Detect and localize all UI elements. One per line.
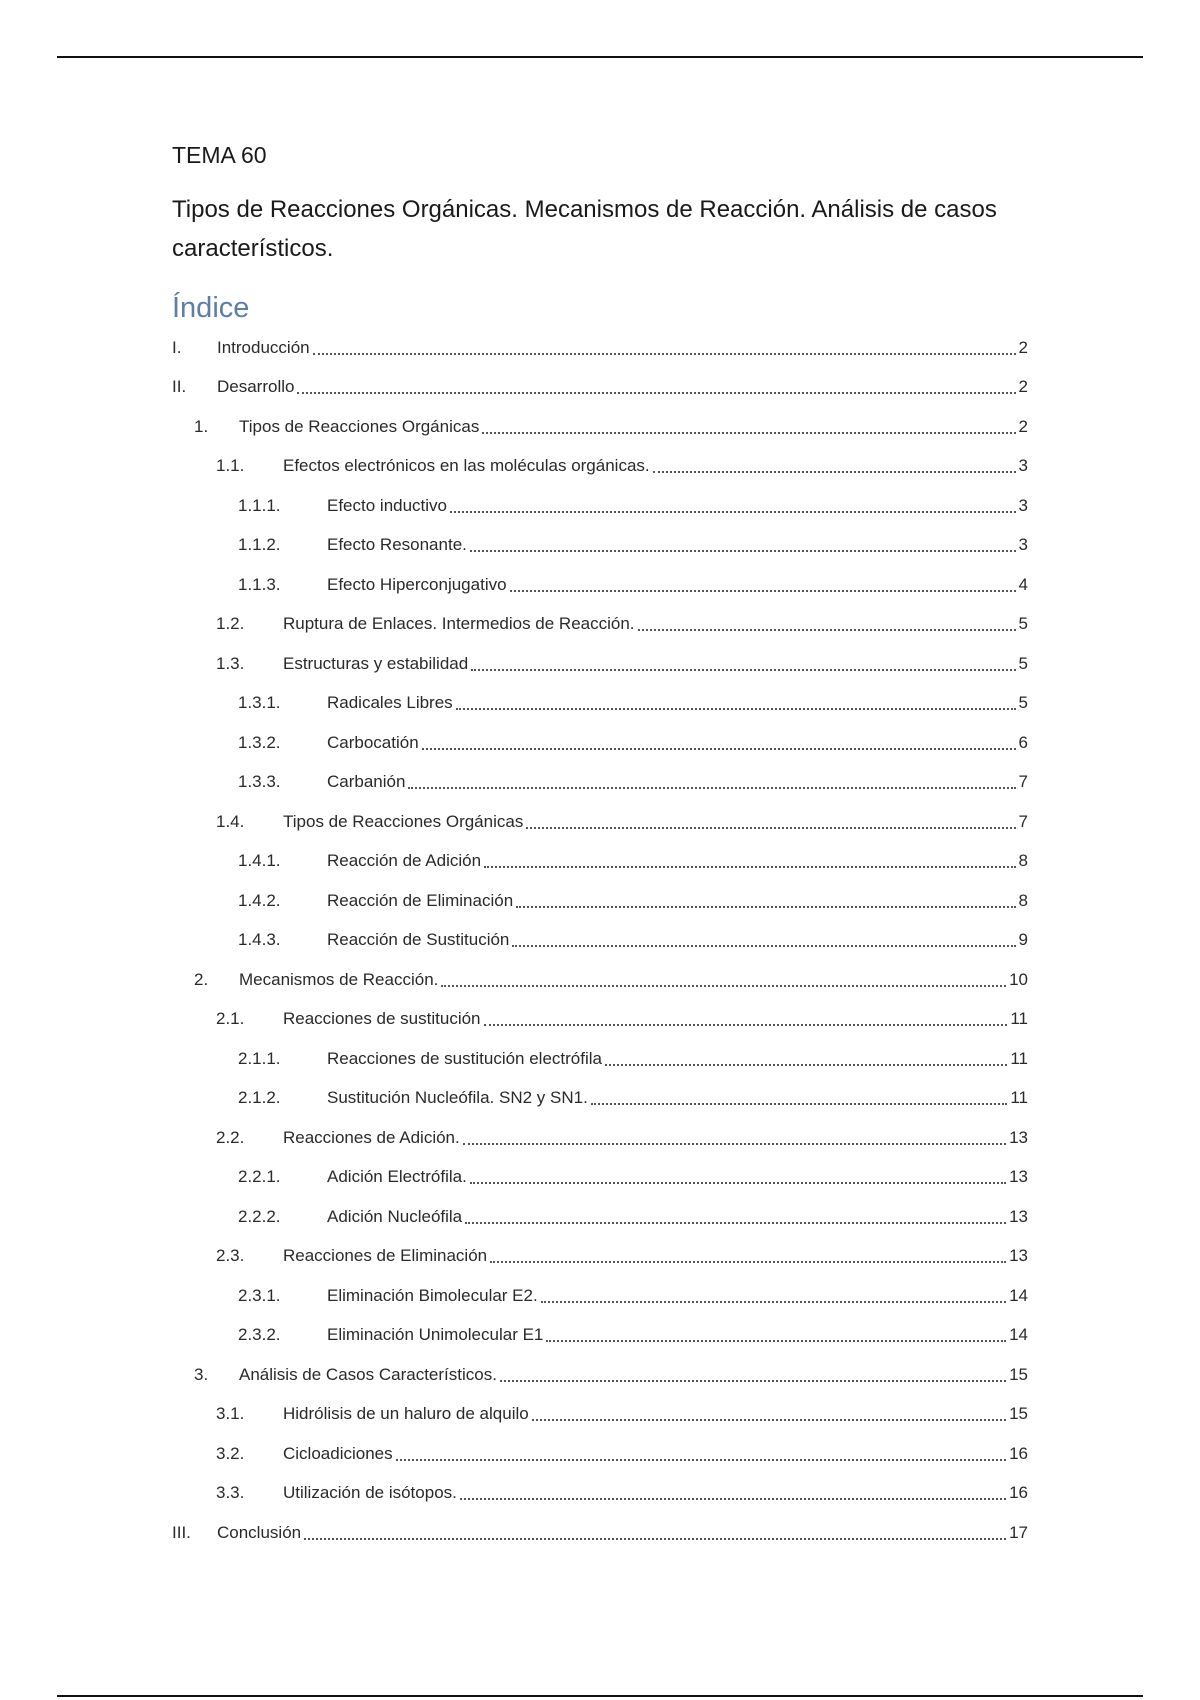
toc-entry-title[interactable]: Ruptura de Enlaces. Intermedios de Reacción. — [283, 614, 635, 634]
toc-entry[interactable] — [172, 723, 1028, 763]
toc-entry-title[interactable]: Reacción de Adición — [327, 851, 482, 871]
toc-entry[interactable] — [172, 842, 1028, 882]
toc-entry-page[interactable]: 8 — [1018, 890, 1028, 910]
toc-entry-title[interactable]: Eliminación Unimolecular E1 — [327, 1325, 544, 1345]
toc-entry[interactable] — [172, 407, 1028, 447]
toc-entry[interactable] — [172, 1316, 1028, 1356]
toc-entry[interactable] — [172, 486, 1028, 526]
toc-dot-leader — [422, 748, 1016, 750]
toc-entry-page[interactable]: 5 — [1018, 693, 1028, 713]
toc-entry-title[interactable]: Carbocatión — [327, 732, 419, 752]
toc-entry[interactable] — [172, 960, 1028, 1000]
toc-entry-page[interactable]: 4 — [1018, 574, 1028, 594]
toc-entry-page[interactable]: 3 — [1018, 535, 1028, 555]
toc-entry-title[interactable]: Reacción de Sustitución — [327, 930, 510, 950]
footer-rule — [57, 1695, 1143, 1697]
toc-entry-number: 2. — [194, 969, 209, 989]
toc-entry-number: 3.1. — [216, 1404, 245, 1424]
toc-entry-page[interactable]: 7 — [1018, 772, 1028, 792]
toc-entry-number: 3.2. — [216, 1443, 245, 1463]
toc-entry-page[interactable]: 3 — [1018, 456, 1028, 476]
toc-dot-leader — [470, 550, 1016, 552]
toc-entry-number: 1.3.3. — [238, 772, 281, 792]
toc-entry-page[interactable]: 13 — [1009, 1167, 1028, 1187]
toc-entry-number: 2.1.2. — [238, 1088, 281, 1108]
toc-dot-leader — [653, 471, 1016, 473]
toc-dot-leader — [605, 1064, 1007, 1066]
document-heading: TEMA 60 — [172, 142, 267, 168]
toc-entry-number: 1.3.2. — [238, 732, 281, 752]
toc-entry[interactable] — [172, 605, 1028, 645]
toc-entry[interactable] — [172, 1000, 1028, 1040]
toc-dot-leader — [526, 827, 1015, 829]
toc-entry-page[interactable]: 14 — [1009, 1285, 1028, 1305]
toc-entry-page[interactable]: 11 — [1010, 1009, 1028, 1029]
toc-entry[interactable] — [172, 1158, 1028, 1198]
toc-entry-number: 3.3. — [216, 1483, 245, 1503]
toc-entry-number: 1.1.2. — [238, 535, 281, 555]
toc-entry-page[interactable]: 3 — [1018, 495, 1028, 515]
toc-dot-leader — [512, 945, 1015, 947]
toc-entry[interactable] — [172, 644, 1028, 684]
toc-entry-title[interactable]: Hidrólisis de un haluro de alquilo — [283, 1404, 529, 1424]
toc-entry-title[interactable]: Eliminación Bimolecular E2. — [327, 1285, 538, 1305]
toc-dot-leader — [441, 985, 1006, 987]
toc-entry-number: 1.4.3. — [238, 930, 281, 950]
toc-entry-title[interactable]: Sustitución Nucleófila. SN2 y SN1. — [327, 1088, 588, 1108]
toc-entry-number: 1.1. — [216, 456, 245, 476]
toc-entry-title[interactable]: Reacciones de Eliminación — [283, 1246, 488, 1266]
toc-entry-number: 1.4.2. — [238, 890, 281, 910]
toc-entry-page[interactable]: 16 — [1009, 1483, 1028, 1503]
toc-entry-number: I. — [172, 337, 182, 357]
toc-entry-number: III. — [172, 1522, 191, 1542]
toc-entry[interactable] — [172, 1513, 1028, 1553]
toc-entry-title[interactable]: Estructuras y estabilidad — [283, 653, 469, 673]
toc-entry-title[interactable]: Utilización de isótopos. — [283, 1483, 457, 1503]
toc-entry-number: 1.1.1. — [238, 495, 281, 515]
toc-dot-leader — [484, 866, 1015, 868]
toc-entry-number: 1.4.1. — [238, 851, 281, 871]
toc-entry-page[interactable]: 2 — [1018, 377, 1028, 397]
toc-dot-leader — [460, 1498, 1006, 1500]
toc-entry[interactable] — [172, 802, 1028, 842]
toc-entry-number: 2.2. — [216, 1127, 245, 1147]
toc-entry[interactable] — [172, 1079, 1028, 1119]
toc-entry-page[interactable]: 2 — [1018, 337, 1028, 357]
toc-dot-leader — [297, 392, 1015, 394]
document-body — [172, 140, 1028, 1553]
toc-entry-page[interactable]: 2 — [1018, 416, 1028, 436]
toc-entry-number: 1. — [194, 416, 209, 436]
toc-dot-leader — [484, 1024, 1008, 1026]
toc-entry-title[interactable]: Reacciones de sustitución — [283, 1009, 481, 1029]
toc-entry-page[interactable]: 11 — [1010, 1048, 1028, 1068]
toc-dot-leader — [541, 1301, 1006, 1303]
toc-dot-leader — [546, 1340, 1006, 1342]
toc-entry-page[interactable]: 5 — [1018, 614, 1028, 634]
toc-entry-number: 2.3. — [216, 1246, 245, 1266]
toc-entry-page[interactable]: 17 — [1009, 1522, 1028, 1542]
toc-entry-title[interactable]: Reacciones de Adición. — [283, 1127, 460, 1147]
toc-dot-leader — [482, 432, 1015, 434]
toc-entry[interactable] — [172, 1118, 1028, 1158]
toc-entry[interactable] — [172, 1355, 1028, 1395]
toc-entry[interactable] — [172, 763, 1028, 803]
toc-entry-title[interactable]: Desarrollo — [217, 377, 295, 397]
toc-entry-title[interactable]: Reacciones de sustitución electrófila — [327, 1048, 602, 1068]
toc-entry-page[interactable]: 13 — [1009, 1246, 1028, 1266]
toc-dot-leader — [471, 669, 1015, 671]
toc-dot-leader — [510, 590, 1016, 592]
toc-entry-title[interactable]: Reacción de Eliminación — [327, 890, 514, 910]
header-rule — [57, 56, 1143, 58]
toc-entry-page[interactable]: 16 — [1009, 1443, 1028, 1463]
toc-entry[interactable] — [172, 1434, 1028, 1474]
toc-entry-page[interactable]: 6 — [1018, 732, 1028, 752]
toc-entry-title[interactable]: Adición Electrófila. — [327, 1167, 467, 1187]
toc-entry-number: 1.3.1. — [238, 693, 281, 713]
toc-entry[interactable] — [172, 328, 1028, 368]
toc-dot-leader — [470, 1182, 1006, 1184]
toc-entry-number: 1.1.3. — [238, 574, 281, 594]
toc-entry-page[interactable]: 10 — [1009, 969, 1028, 989]
toc-entry-page[interactable]: 14 — [1009, 1325, 1028, 1345]
toc-dot-leader — [591, 1103, 1008, 1105]
toc-entry-page[interactable]: 9 — [1018, 930, 1028, 950]
toc-entry[interactable] — [172, 526, 1028, 566]
toc-entry-number: 1.4. — [216, 811, 245, 831]
toc-entry[interactable] — [172, 881, 1028, 921]
toc-entry-title[interactable]: Efecto Resonante. — [327, 535, 467, 555]
toc-dot-leader — [490, 1261, 1006, 1263]
toc-dot-leader — [408, 787, 1015, 789]
toc-entry-title[interactable]: Efectos electrónicos en las moléculas orgánicas. — [283, 456, 650, 476]
toc-entry-number: 2.1.1. — [238, 1048, 281, 1068]
toc-entry[interactable] — [172, 921, 1028, 961]
toc-entry-number: 1.3. — [216, 653, 245, 673]
toc-entry[interactable] — [172, 1039, 1028, 1079]
toc-entry-title[interactable]: Carbanión — [327, 772, 406, 792]
toc-entry-title[interactable]: Tipos de Reacciones Orgánicas — [283, 811, 524, 831]
toc-entry[interactable] — [172, 368, 1028, 408]
toc-entry-page[interactable]: 13 — [1009, 1127, 1028, 1147]
toc-entry-number: 2.2.1. — [238, 1167, 281, 1187]
toc-entry-title[interactable]: Introducción — [217, 337, 310, 357]
toc-dot-leader — [456, 708, 1016, 710]
toc-entry-number: 2.3.1. — [238, 1285, 281, 1305]
toc-entry-page[interactable]: 15 — [1009, 1364, 1028, 1384]
toc-entry-number: 2.1. — [216, 1009, 245, 1029]
toc-entry[interactable] — [172, 1197, 1028, 1237]
toc-entry[interactable] — [172, 684, 1028, 724]
toc-entry-page[interactable]: 7 — [1018, 811, 1028, 831]
toc-entry[interactable] — [172, 565, 1028, 605]
toc-entry-title[interactable]: Efecto inductivo — [327, 495, 448, 515]
toc-entry[interactable] — [172, 1395, 1028, 1435]
toc-dot-leader — [396, 1459, 1006, 1461]
toc-entry-number: 3. — [194, 1364, 209, 1384]
toc-entry-title[interactable]: Conclusión — [217, 1522, 302, 1542]
toc-entry-page[interactable]: 5 — [1018, 653, 1028, 673]
toc-entry-title[interactable]: Cicloadiciones — [283, 1443, 393, 1463]
toc-dot-leader — [465, 1222, 1006, 1224]
toc-entry[interactable] — [172, 447, 1028, 487]
toc-entry-page[interactable]: 15 — [1009, 1404, 1028, 1424]
toc-dot-leader — [304, 1538, 1006, 1540]
toc-entry-page[interactable]: 11 — [1010, 1088, 1028, 1108]
toc-entry-number: 2.3.2. — [238, 1325, 281, 1345]
toc-entry-page[interactable]: 13 — [1009, 1206, 1028, 1226]
toc-entry-title[interactable]: Tipos de Reacciones Orgánicas — [239, 416, 480, 436]
toc-dot-leader — [638, 629, 1016, 631]
toc-entry-title[interactable]: Análisis de Casos Característicos. — [239, 1364, 497, 1384]
toc-entry[interactable] — [172, 1237, 1028, 1277]
toc-dot-leader — [463, 1143, 1006, 1145]
toc-dot-leader — [516, 906, 1015, 908]
toc-entry-page[interactable]: 8 — [1018, 851, 1028, 871]
toc-entry[interactable] — [172, 1276, 1028, 1316]
toc-entry-title[interactable]: Radicales Libres — [327, 693, 453, 713]
toc-dot-leader — [313, 353, 1016, 355]
document-subtitle: Tipos de Reacciones Orgánicas. Mecanismos de Reacción. Análisis de casos característicos. — [172, 196, 997, 262]
toc-entry-title[interactable]: Mecanismos de Reacción. — [239, 969, 439, 989]
toc-entry-number: 1.2. — [216, 614, 245, 634]
toc-entry-title[interactable]: Adición Nucleófila — [327, 1206, 463, 1226]
toc-dot-leader — [532, 1419, 1006, 1421]
toc-dot-leader — [450, 511, 1016, 513]
toc-entry[interactable] — [172, 1474, 1028, 1514]
toc-dot-leader — [500, 1380, 1006, 1382]
toc-entry-title[interactable]: Efecto Hiperconjugativo — [327, 574, 507, 594]
toc-entry-number: 2.2.2. — [238, 1206, 281, 1226]
toc-entry-number: II. — [172, 377, 187, 397]
toc-title: Índice — [172, 292, 250, 324]
table-of-contents — [172, 328, 1028, 1553]
